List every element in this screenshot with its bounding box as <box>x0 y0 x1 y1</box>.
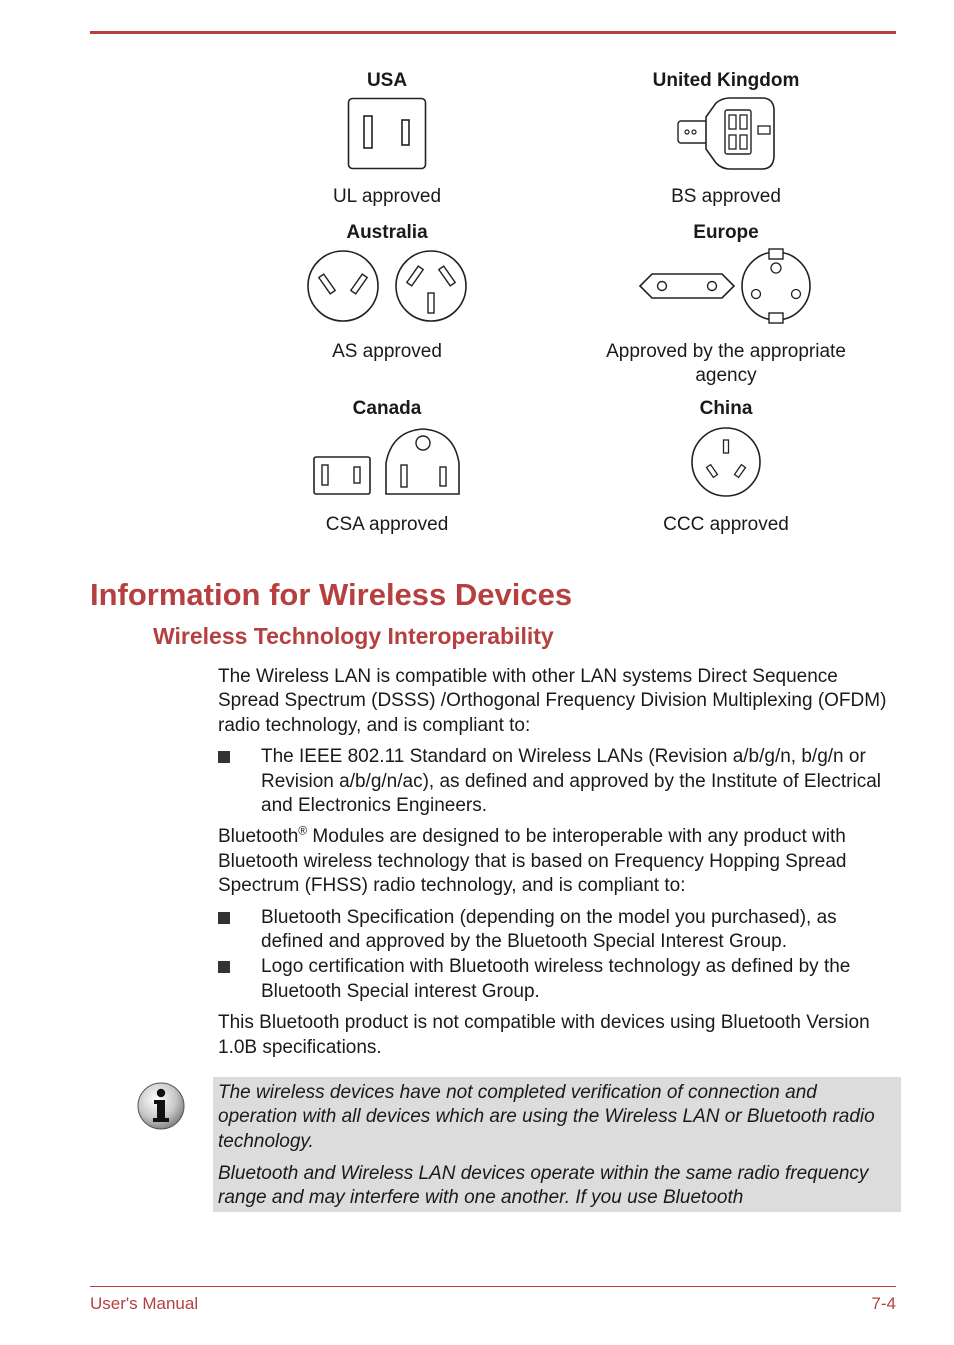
uk-plug-icon <box>676 97 776 171</box>
bluetooth-bullet-list <box>218 906 902 1005</box>
footer-page-number: 7-4 <box>871 1294 896 1313</box>
china-plug-icon <box>689 425 763 499</box>
note-box <box>213 1077 901 1212</box>
europe-plug-icon <box>638 248 814 324</box>
list-item: Logo certification with Bluetooth wireless technology as defined by the Bluetooth Special interest Group. <box>218 955 902 1004</box>
bullet-square-icon <box>218 912 230 924</box>
approval-label: BS approved <box>671 186 781 207</box>
plug-canada <box>217 397 557 537</box>
approval-label: CCC approved <box>663 514 789 535</box>
wlan-intro: The Wireless LAN is compatible with other LAN systems Direct Sequence Spread Spectrum (DSSS) /Orthogonal Frequency Division Multiplexing (OFDM) radio technology, and is compliant to: <box>218 666 887 736</box>
country-label: United Kingdom <box>652 70 800 91</box>
header-rule <box>90 31 896 34</box>
plug-uk <box>556 69 896 209</box>
note-paragraph: The wireless devices have not completed verification of connection and operation with all devices which are using the Wireless LAN or Bluetooth radio technology. <box>218 1082 875 1152</box>
country-label: Canada <box>352 398 422 419</box>
australia-plug-icon <box>307 248 467 324</box>
bullet-square-icon <box>218 961 230 973</box>
plug-europe <box>556 221 896 388</box>
country-label: Europe <box>693 222 759 243</box>
plug-australia <box>217 221 557 364</box>
approval-label: AS approved <box>332 341 442 362</box>
subsection-title: Wireless Technology Interoperability <box>153 623 554 649</box>
footer-manual-title: User's Manual <box>90 1294 199 1313</box>
registered-mark: ® <box>298 824 308 839</box>
country-label: USA <box>366 70 408 91</box>
info-icon <box>136 1081 186 1131</box>
canada-plug-icon <box>312 425 462 499</box>
section-title: Information for Wireless Devices <box>90 577 573 612</box>
wlan-section <box>218 665 902 1060</box>
bluetooth-compat-text: This Bluetooth product is not compatible with devices using Bluetooth Version 1.0B specifications. <box>218 1012 870 1058</box>
plug-usa <box>217 69 557 209</box>
approval-label: CSA approved <box>325 514 449 535</box>
bluetooth-intro: Bluetooth® Modules are designed to be interoperable with any product with Bluetooth wireless technology that is based on Frequency Hopping Spread Spectrum (FHSS) radio technology, and is compliant to: <box>218 824 847 897</box>
country-label: Australia <box>346 222 428 243</box>
usa-plug-icon <box>347 97 427 171</box>
note-paragraph: Bluetooth and Wireless LAN devices operate within the same radio frequency range and may interfere with one another. If you use Bluetooth <box>218 1163 869 1209</box>
country-label: China <box>699 398 753 419</box>
approval-label: UL approved <box>332 186 442 207</box>
plug-china <box>556 397 896 537</box>
footer-rule <box>90 1286 896 1287</box>
approval-label: Approved by the appropriate agency <box>606 341 846 386</box>
list-item: The IEEE 802.11 Standard on Wireless LANs (Revision a/b/g/n, b/g/n or Revision a/b/g/n/ac), as defined and approved by the Institute of Electrical and Electronics Engineers. <box>218 745 902 818</box>
bullet-square-icon <box>218 751 230 763</box>
list-item: Bluetooth Specification (depending on the model you purchased), as defined and approved by the Bluetooth Special Interest Group. <box>218 906 902 955</box>
wlan-bullet-list <box>218 745 902 818</box>
